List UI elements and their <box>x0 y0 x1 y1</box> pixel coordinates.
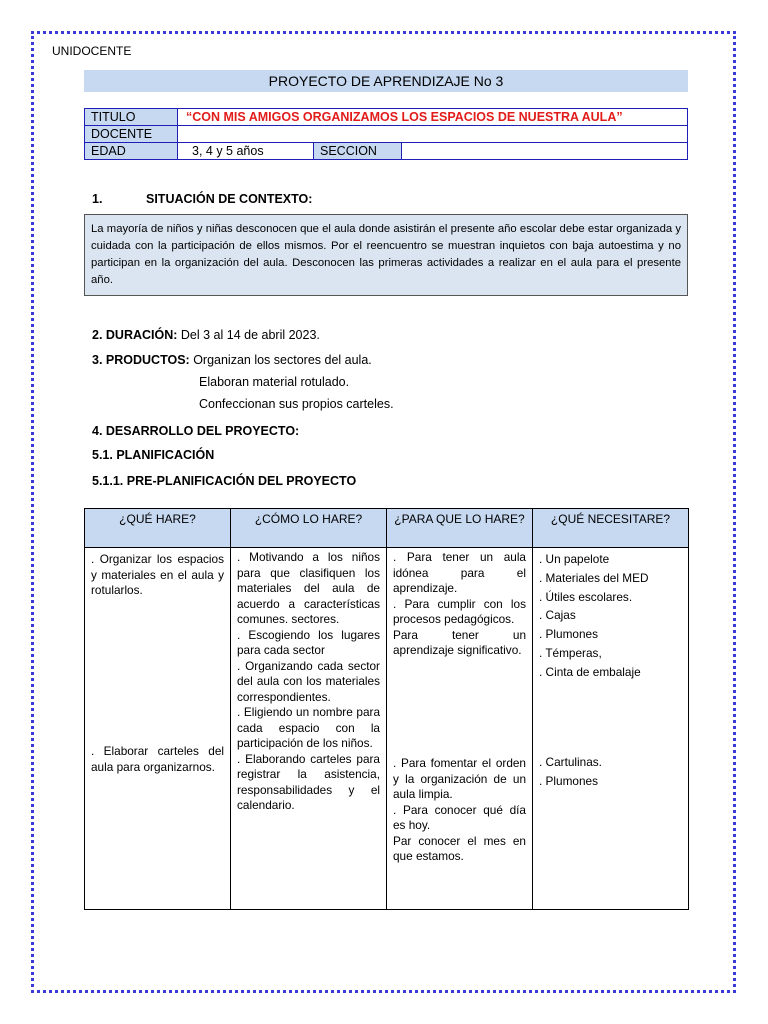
para-item: . Para fomentar el orden y la organización de un aula limpia. <box>393 756 526 801</box>
para-item: Par conocer el mes en que estamos. <box>393 833 526 863</box>
productos-item-1: Organizan los sectores del aula. <box>193 353 372 367</box>
como-item: . Motivando a los niños para que clasifiquen los materiales del aula de acuerdo a características comunes. sectores. <box>237 550 380 626</box>
docente-value <box>178 126 688 143</box>
unit-label: UNIDOCENTE <box>52 44 132 58</box>
que-item: . Organizar los espacios y materiales en el aula y rotularlos. <box>91 552 224 597</box>
planning-table <box>84 508 689 910</box>
como-item: . Escogiendo los lugares para cada sector <box>237 627 380 657</box>
necesitare-item: . Materiales del MED <box>539 570 649 585</box>
para-item: . Para tener un aula idónea para el aprendizaje. <box>393 550 526 595</box>
necesitare-item: . Útiles escolares. <box>539 589 633 604</box>
titulo-value: “CON MIS AMIGOS ORGANIZAMOS LOS ESPACIOS DE NUESTRA AULA” <box>178 109 688 126</box>
productos-label: 3. PRODUCTOS: <box>92 353 190 367</box>
duracion-line <box>92 328 320 342</box>
header-necesitare: ¿QUÉ NECESITARE? <box>533 509 689 548</box>
para-item: . Para cumplir con los procesos pedagógicos. <box>393 596 526 626</box>
cell-que <box>85 548 231 910</box>
cell-necesitare <box>533 548 689 910</box>
section1-heading: SITUACIÓN DE CONTEXTO: <box>146 192 313 206</box>
necesitare-item: . Un papelote <box>539 552 610 566</box>
para-item: Para tener un aprendizaje significativo. <box>393 627 526 657</box>
info-table <box>84 108 688 160</box>
docente-label: DOCENTE <box>85 126 178 143</box>
productos-line <box>92 353 372 367</box>
context-text: La mayoría de niños y niñas desconocen que el aula donde asistirán el presente año escolar debe estar organizada y cuidada con la participación de ellos mismos. Por el reencuentro se muestran inquietos con baja autoestima y no participan en la organización del aula. Desconocen las primeras actividades a realizar en el aula para el presente año. <box>84 214 688 296</box>
seccion-label: SECCION <box>314 143 402 160</box>
como-item: . Eligiendo un nombre para cada espacio con la participación de los niños. <box>237 705 380 750</box>
titulo-label: TITULO <box>85 109 178 126</box>
necesitare-list <box>539 550 682 682</box>
como-item: . Elaborando carteles para registrar la asistencia, responsabilidades y el calendario. <box>237 751 380 812</box>
para-item: . Para conocer qué día es hoy. <box>393 802 526 832</box>
project-title: PROYECTO DE APRENDIZAJE No 3 <box>84 70 688 92</box>
que-item: . Elaborar carteles del aula para organizarnos. <box>91 744 224 774</box>
necesitare-item: . Cinta de embalaje <box>539 664 641 679</box>
como-item: . Organizando cada sector del aula con los materiales correspondientes. <box>237 658 380 704</box>
cell-como <box>231 548 387 910</box>
edad-value: 3, 4 y 5 años <box>178 143 314 160</box>
para-lower-group <box>393 756 526 865</box>
preplanificacion-heading: 5.1.1. PRE-PLANIFICACIÓN DEL PROYECTO <box>92 474 357 488</box>
necesitare-item: . Plumones <box>539 627 599 642</box>
productos-item-2: Elaboran material rotulado. <box>199 375 350 389</box>
header-como: ¿CÓMO LO HARE? <box>231 509 387 548</box>
duracion-value: Del 3 al 14 de abril 2023. <box>180 328 320 342</box>
cell-para <box>387 548 533 910</box>
necesitare-item: . Cajas <box>539 608 576 623</box>
planificacion-heading: 5.1. PLANIFICACIÓN <box>92 448 215 462</box>
header-para: ¿PARA QUE LO HARE? <box>387 509 533 548</box>
header-que: ¿QUÉ HARE? <box>85 509 231 548</box>
seccion-value <box>402 143 688 160</box>
section1-number: 1. <box>92 192 103 206</box>
necesitare-list-lower <box>539 753 682 791</box>
necesitare-item: . Cartulinas. <box>539 755 602 769</box>
productos-item-3: Confeccionan sus propios carteles. <box>199 397 394 411</box>
duracion-label: 2. DURACIÓN: <box>92 328 178 342</box>
necesitare-item: . Témperas, <box>539 645 602 660</box>
necesitare-item: . Plumones <box>539 773 599 788</box>
edad-label: EDAD <box>85 143 178 160</box>
desarrollo-heading: 4. DESARROLLO DEL PROYECTO: <box>92 424 300 438</box>
